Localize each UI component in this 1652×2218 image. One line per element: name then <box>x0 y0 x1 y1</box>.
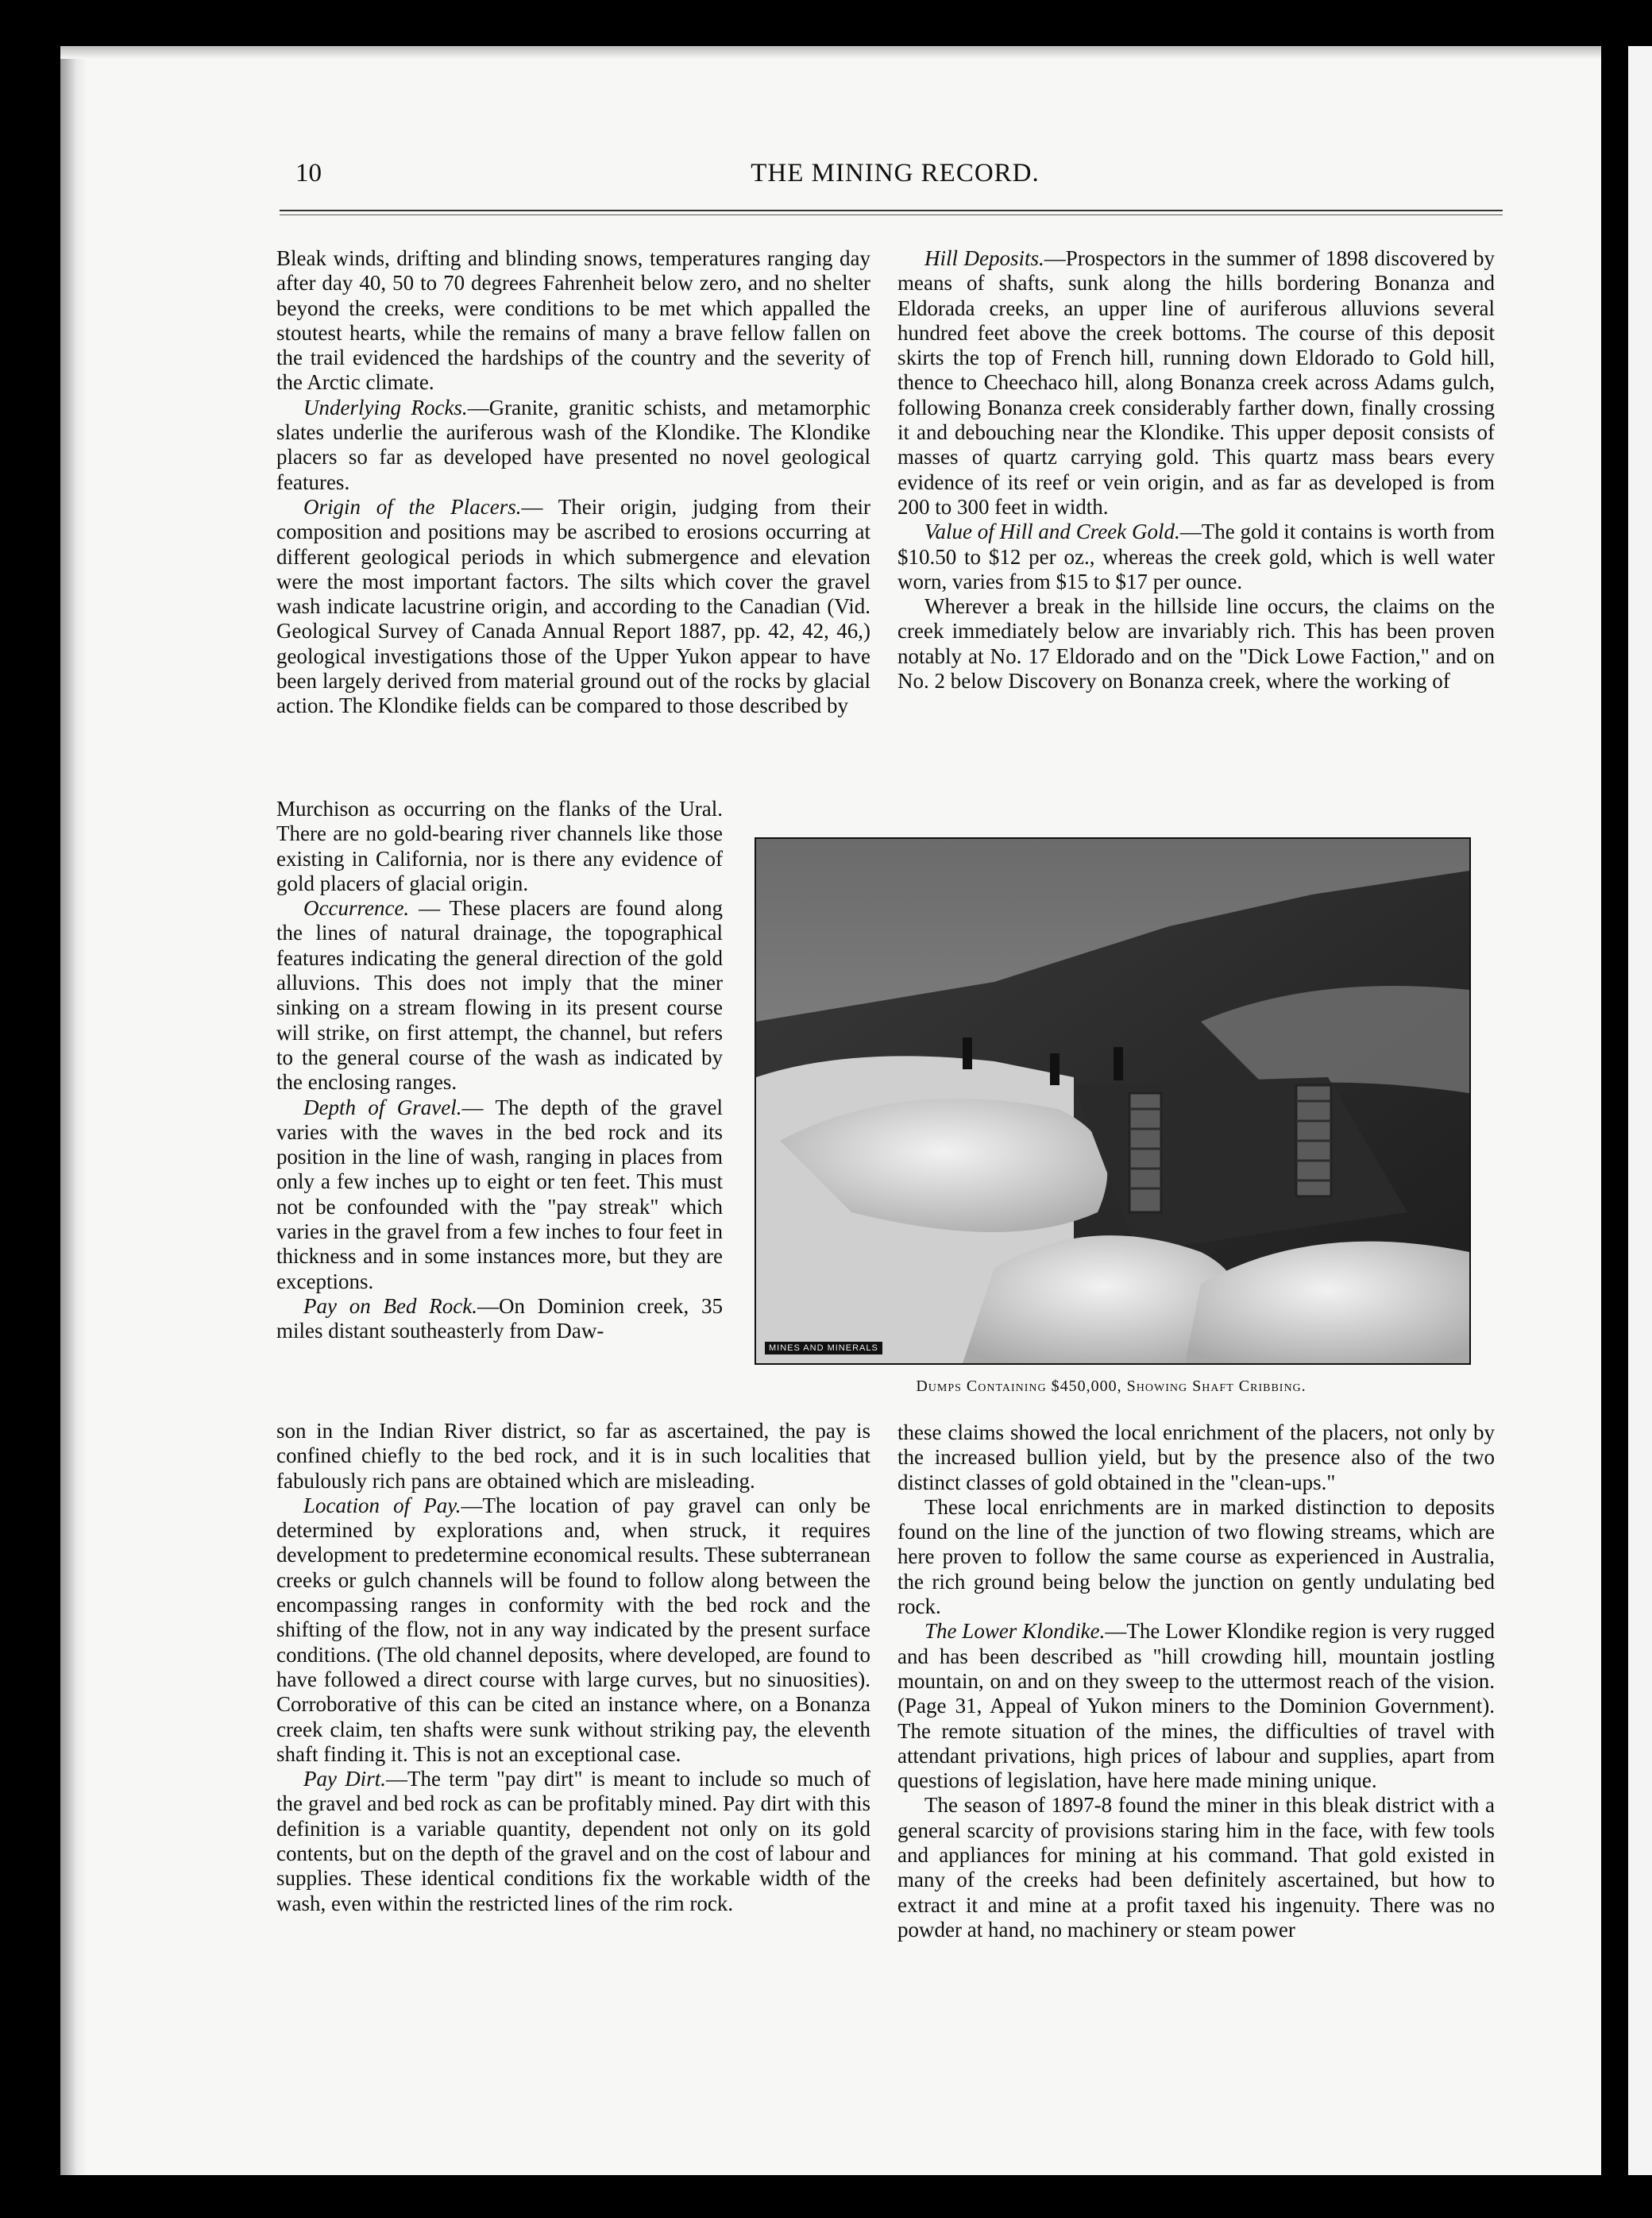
page-header <box>295 159 1495 191</box>
paragraph-text: —The gold it contains is worth from $10.50 to $12 per oz., whereas the creek gold, which is well water worn, varies from $15 to $17 per ounce. <box>897 520 1495 593</box>
photo-illustration <box>756 839 1469 1363</box>
section-heading: Pay Dirt. <box>303 1767 386 1791</box>
paragraph-text: The season of 1897-8 found the miner in this bleak district with a general scarcity of provisions staring him in the face, with few tools and appliances for mining at his command. That gold existed in many of the creeks had been definitely ascertained, but how to extract it and mine at a profit taxed his ingenuity. There was no powder at hand, no machinery or steam power <box>897 1793 1495 1942</box>
paragraph <box>276 896 723 1095</box>
paragraph-text: —The Lower Klondike region is very rugged and has been described as "hill crowding hill, mountain jostling mountain, on and on they sweep to the uttermost reach of the vision. (Page 31, Appeal of Yukon miners to the Dominion Government). The remote situation of the mines, the difficulties of travel with attendant privations, high prices of labour and supplies, apart from questions of legislation, have here made mining unique. <box>897 1619 1495 1793</box>
paragraph-text: —On Dominion creek, 35 miles distant southeasterly from Daw- <box>276 1293 723 1343</box>
paragraph-text: these claims showed the local enrichment of the placers, not only by the increased bullion yield, but by the presence also of the two distinct classes of gold obtained in the "clean-ups." <box>897 1420 1495 1494</box>
paragraph-text: Bleak winds, drifting and blinding snows, temperatures ranging day after day 40, 50 to 70 degrees Fahrenheit below zero, and no shelter beyond the creeks, were conditions to be met which appalled the stoutest hearts, while the remains of many a brave fellow fallen on the trail evidenced the hardships of the country and the severity of the Arctic climate. <box>276 246 870 395</box>
left-column-top <box>276 246 870 719</box>
paragraph-text: — These placers are found along the lines of natural drainage, the topographical features indicating the general direction of the gold alluvions. This does not imply that the miner sinking on a stream flowing in its present course will strike, on first attempt, the channel, but refers to the general course of the wash as indicated by the enclosing ranges. <box>276 896 723 1095</box>
paragraph <box>897 1619 1495 1793</box>
next-page-edge <box>1628 46 1652 2175</box>
section-heading: Depth of Gravel. <box>303 1095 462 1119</box>
right-column-bottom <box>897 1420 1495 1942</box>
paragraph <box>276 495 870 719</box>
paragraph <box>897 246 1495 520</box>
paragraph <box>897 1420 1495 1495</box>
photo-caption: Dumps Containing $450,000, Showing Shaft Cribbing. <box>916 1378 1307 1395</box>
section-heading: Value of Hill and Creek Gold. <box>924 520 1180 544</box>
paragraph <box>276 1493 870 1767</box>
page-top-edge <box>60 46 1601 59</box>
paragraph <box>897 1495 1495 1619</box>
paragraph-text: —The location of pay gravel can only be determined by explorations and, when struck, it requires development to predetermine economical results. These subterranean creeks or gulch channels will be found to follow along between the encompassing ranges in conformity with the bed rock and the shifting of the flow, not in any way indicated by the present surface conditions. (The old channel deposits, where developed, are found to have followed a direct course with large curves, but no sinuosities). Corroborative of this can be cited an instance where, on a Bonanza creek claim, ten shafts were sunk without striking pay, the eleventh shaft finding it. This is not an exceptional case. <box>276 1493 870 1766</box>
paragraph <box>276 1767 870 1916</box>
section-heading: Occurrence. <box>303 896 410 921</box>
section-heading: Location of Pay. <box>303 1493 461 1517</box>
paragraph-text: —Granite, granitic schists, and metamorphic slates underlie the auriferous wash of the Klondike. The Klondike placers so far as developed have presented no novel geological features. <box>276 395 870 494</box>
paragraph <box>897 1793 1495 1942</box>
running-title: THE MINING RECORD. <box>751 159 1040 187</box>
section-heading: The Lower Klondike. <box>924 1619 1106 1644</box>
paragraph-text: —Prospectors in the summer of 1898 discovered by means of shafts, sunk along the hills bordering Bonanza and Eldorada creeks, an upper line of auriferous alluvions several hundred feet above the creek bottoms. The course of this deposit skirts the top of French hill, running down Eldorado to Gold hill, thence to Cheechaco hill, along Bonanza creek across Adams gulch, following Bonanza creek considerably farther down, finally crossing it and debouching near the Klondike. This upper deposit consists of masses of quartz carrying gold. This quartz mass bears every evidence of its reef or vein origin, and as far as developed is from 200 to 300 feet in width. <box>897 246 1495 519</box>
photo-credit-badge: MINES AND MINERALS <box>764 1341 883 1355</box>
right-column-top <box>897 246 1495 694</box>
header-rule <box>280 210 1503 215</box>
paragraph <box>897 520 1495 594</box>
paragraph-text: Murchison as occurring on the flanks of the Ural. There are no gold-bearing river channels like those existing in California, nor is there any evidence of gold placers of glacial origin. <box>276 797 723 895</box>
section-heading: Origin of the Placers. <box>303 494 522 519</box>
paragraph <box>897 594 1495 694</box>
section-heading: Pay on Bed Rock. <box>303 1293 477 1318</box>
section-heading: Hill Deposits. <box>924 246 1044 270</box>
paragraph <box>276 246 870 396</box>
paragraph <box>276 396 870 495</box>
paragraph-text: —The term "pay dirt" is meant to include so much of the gravel and bed rock as can be profitably mined. Pay dirt with this definition is a variable quantity, dependent not only on its gold contents, but on the depth of the gravel and on the cost of labour and supplies. These identical conditions fix the workable width of the wash, even within the restricted lines of the rim rock. <box>276 1767 870 1915</box>
paragraph <box>276 1294 723 1344</box>
left-column-bottom <box>276 1419 870 1916</box>
paragraph-text: These local enrichments are in marked distinction to deposits found on the line of the junction of two flowing streams, which are here proven to follow the same course as experienced in Australia, the rich ground being below the junction on gently undulating bed rock. <box>897 1494 1495 1619</box>
paragraph-text: son in the Indian River district, so far as ascertained, the pay is confined chiefly to the bed rock, and it is in such localities that fabulously rich pans are obtained which are misleading. <box>276 1419 870 1493</box>
paragraph <box>276 1419 870 1493</box>
section-heading: Underlying Rocks. <box>303 395 468 419</box>
left-column-narrow <box>276 797 723 1344</box>
paragraph-text: — The depth of the gravel varies with the waves in the bed rock and its position in the line of wash, ranging in places from only a few inches up to eight or ten feet. This must not be confounded with the "pay streak" which varies in the gravel from a few inches to four feet in thickness and in some instances more, but they are exceptions. <box>276 1095 723 1293</box>
shaft-cribbing-left <box>1129 1093 1161 1212</box>
paragraph-text: Wherever a break in the hillside line occurs, the claims on the creek immediately below are invariably rich. This has been proven notably at No. 17 Eldorado and on the "Dick Lowe Faction," and on No. 2 below Discovery on Bonanza creek, where the working of <box>897 594 1495 694</box>
page-shadow <box>60 46 87 2175</box>
paragraph <box>276 797 723 896</box>
paragraph-text: — Their origin, judging from their composition and positions may be ascribed to erosions occurring at different geological periods in which submergence and elevation were the most important factors. The silts which cover the gravel wash indicate lacustrine origin, and according to the Canadian (Vid. Geological Survey of Canada Annual Report 1887, pp. 42, 42, 46,) geological investigations those of the Upper Yukon appear to have been largely derived from material ground out of the rocks by glacial action. The Klondike fields can be compared to those described by <box>276 494 870 718</box>
mine-dumps-photo <box>755 837 1471 1365</box>
page-number: 10 <box>295 159 322 187</box>
paragraph <box>276 1095 723 1294</box>
